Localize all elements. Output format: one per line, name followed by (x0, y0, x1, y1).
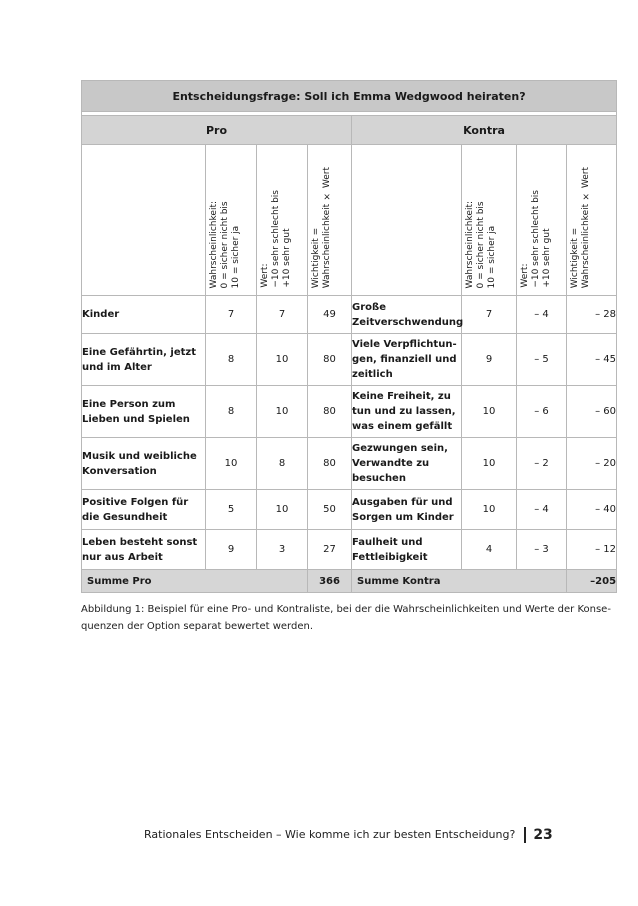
table-row (82, 530, 617, 570)
table-row (82, 386, 617, 438)
kontra-value: – 4 (517, 490, 567, 530)
pro-value: 8 (257, 438, 308, 490)
kontra-probability: 7 (462, 296, 517, 334)
kontra-value: – 2 (517, 438, 567, 490)
pro-probability-header: Wahrscheinlichkeit: 0 = sicher nicht bis 10 = sicher ja (209, 200, 241, 288)
kontra-value-header: Wert: −10 sehr schlecht bis +10 sehr gut (520, 190, 552, 288)
kontra-value: – 6 (517, 386, 567, 438)
pro-importance: 80 (308, 438, 352, 490)
kontra-probability: 4 (462, 530, 517, 570)
kontra-value: – 5 (517, 334, 567, 386)
kontra-importance-header: Wichtigkeit = Wahrscheinlichkeit × Wert (570, 166, 591, 288)
pro-importance: 49 (308, 296, 352, 334)
kontra-importance: – 45 (567, 334, 617, 386)
pro-label: Eine Gefährtin, jetzt und im Alter (82, 334, 206, 386)
pro-label: Kinder (82, 296, 206, 334)
pro-value-header: Wert: −10 sehr schlecht bis +10 sehr gut (260, 190, 292, 288)
kontra-value: – 4 (517, 296, 567, 334)
kontra-importance: – 60 (567, 386, 617, 438)
kontra-label: Viele Verpflichtungen, finanziell und zeitlich (352, 334, 462, 386)
sum-row (82, 570, 617, 593)
footer-text: Rationales Entscheiden – Wie komme ich zur besten Entscheidung? (144, 828, 516, 841)
page-number: 23 (533, 827, 553, 843)
page-footer (144, 827, 553, 843)
table-title: Entscheidungsfrage: Soll ich Emma Wedgwood heiraten? (82, 81, 617, 112)
footer-divider (524, 827, 526, 843)
pro-label: Eine Person zum Lieben und Spielen (82, 386, 206, 438)
pro-importance: 80 (308, 334, 352, 386)
pro-probability: 9 (206, 530, 257, 570)
table-row (82, 296, 617, 334)
kontra-importance: – 40 (567, 490, 617, 530)
pro-probability: 5 (206, 490, 257, 530)
pro-value: 3 (257, 530, 308, 570)
kontra-probability: 9 (462, 334, 517, 386)
pro-value: 10 (257, 386, 308, 438)
kontra-label: Große Zeitverschwendung (352, 296, 462, 334)
pro-value: 7 (257, 296, 308, 334)
table-row (82, 490, 617, 530)
sum-kontra-label: Summe Kontra (352, 570, 567, 593)
pro-value: 10 (257, 334, 308, 386)
kontra-value: – 3 (517, 530, 567, 570)
pro-importance: 27 (308, 530, 352, 570)
kontra-probability: 10 (462, 386, 517, 438)
kontra-importance: – 28 (567, 296, 617, 334)
kontra-label: Ausgaben für und Sorgen um Kinder (352, 490, 462, 530)
kontra-importance: – 20 (567, 438, 617, 490)
kontra-probability-header: Wahrscheinlichkeit: 0 = sicher nicht bis 10 = sicher ja (465, 200, 497, 288)
pro-probability: 8 (206, 334, 257, 386)
kontra-header: Kontra (352, 116, 617, 145)
kontra-probability: 10 (462, 438, 517, 490)
table-row (82, 438, 617, 490)
decision-table (81, 80, 617, 593)
sum-pro-label: Summe Pro (82, 570, 308, 593)
sum-pro-value: 366 (308, 570, 352, 593)
pro-header: Pro (82, 116, 352, 145)
pro-label: Positive Folgen für die Gesundheit (82, 490, 206, 530)
kontra-label: Faulheit und Fettleibigkeit (352, 530, 462, 570)
kontra-probability: 10 (462, 490, 517, 530)
pro-probability: 8 (206, 386, 257, 438)
pro-label: Musik und weibliche Konversation (82, 438, 206, 490)
figure-caption: Abbildung 1: Beispiel für eine Pro- und Kontraliste, bei der die Wahrscheinlichkeiten und Werte der Konsequenzen der Option separat bewertet werden. (81, 604, 611, 632)
pro-importance: 80 (308, 386, 352, 438)
sum-kontra-value: –205 (567, 570, 617, 593)
kontra-label: Keine Freiheit, zu tun und zu lassen, was einem gefällt (352, 386, 462, 438)
table-row (82, 334, 617, 386)
kontra-importance: – 12 (567, 530, 617, 570)
pro-probability: 10 (206, 438, 257, 490)
pro-label: Leben besteht sonst nur aus Arbeit (82, 530, 206, 570)
kontra-label: Gezwungen sein, Verwandte zu besuchen (352, 438, 462, 490)
pro-probability: 7 (206, 296, 257, 334)
pro-importance-header: Wichtigkeit = Wahrscheinlichkeit × Wert (311, 166, 332, 288)
pro-importance: 50 (308, 490, 352, 530)
pro-value: 10 (257, 490, 308, 530)
column-header-row (82, 145, 617, 296)
